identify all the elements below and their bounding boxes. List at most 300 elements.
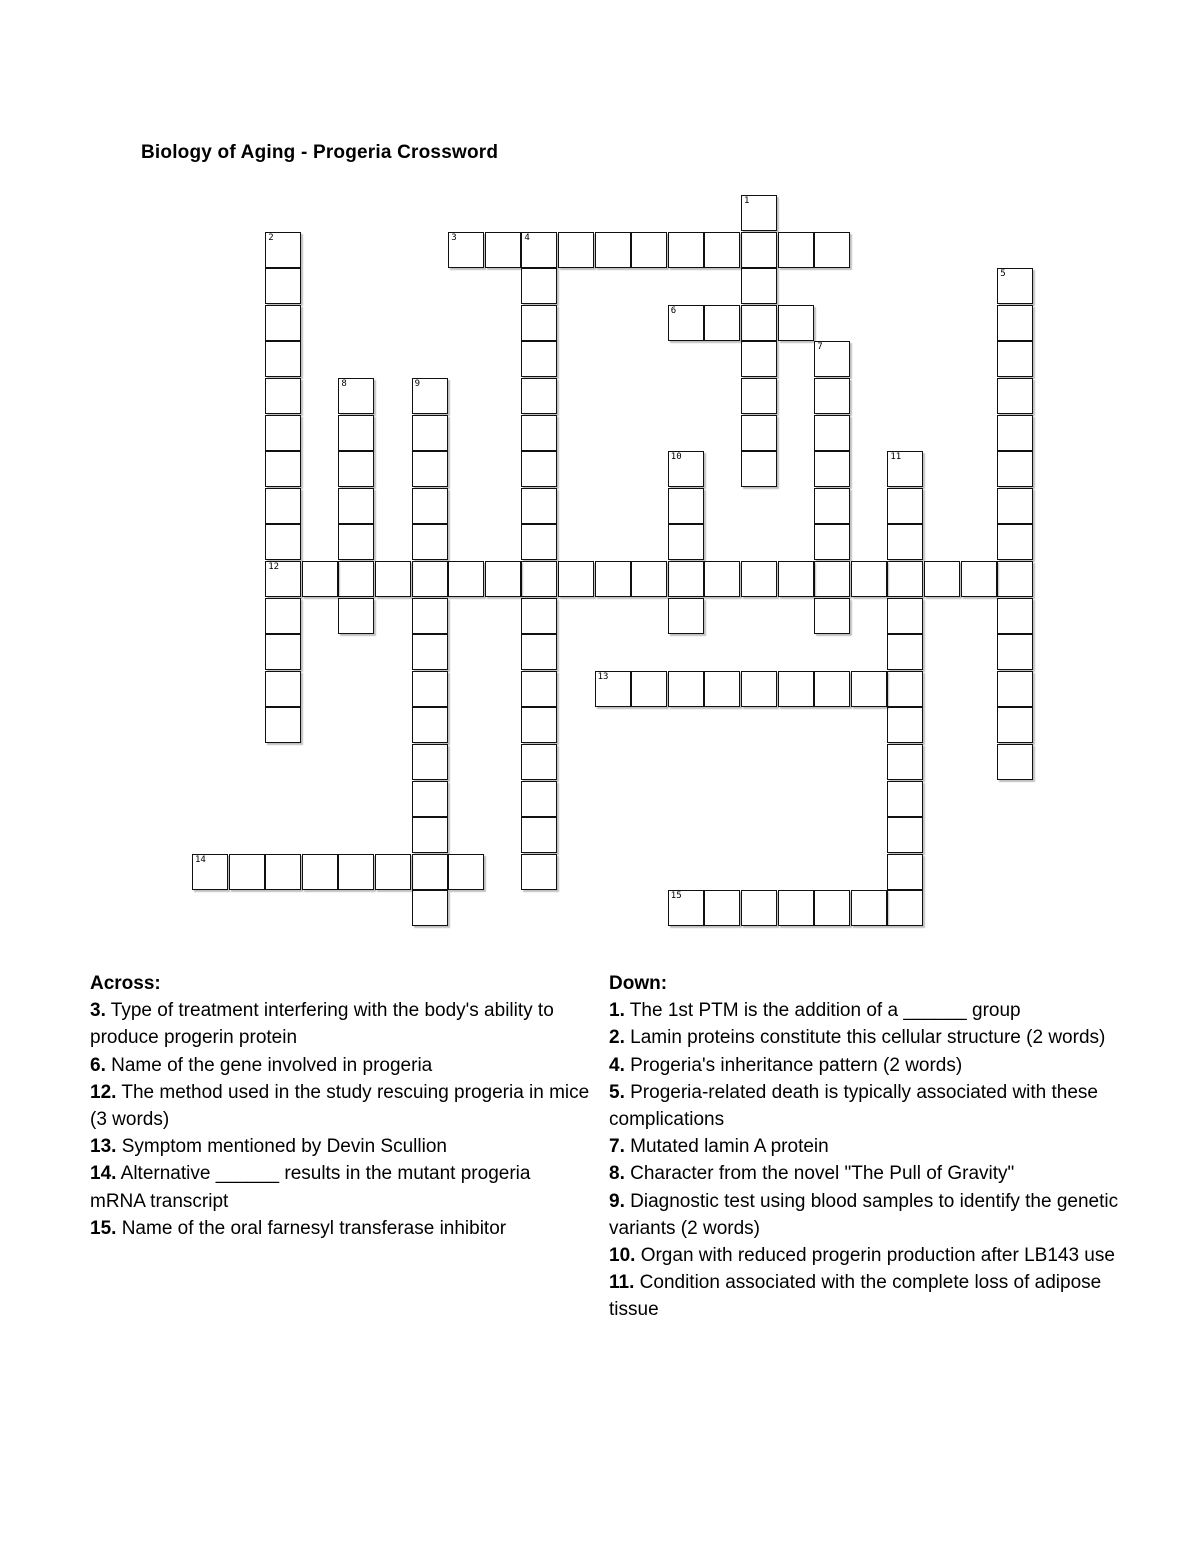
grid-cell[interactable] — [338, 524, 374, 560]
cell-input[interactable] — [852, 562, 886, 596]
grid-cell[interactable] — [668, 451, 704, 487]
cell-input[interactable] — [669, 562, 703, 596]
cell-input[interactable] — [888, 562, 922, 596]
grid-cell[interactable] — [375, 854, 411, 890]
cell-input[interactable] — [339, 452, 373, 486]
cell-input[interactable] — [888, 525, 922, 559]
grid-cell[interactable] — [961, 561, 997, 597]
cell-input[interactable] — [522, 233, 556, 267]
grid-cell[interactable] — [814, 890, 850, 926]
grid-cell[interactable] — [375, 561, 411, 597]
grid-cell[interactable] — [265, 415, 301, 451]
grid-cell[interactable] — [521, 854, 557, 890]
grid-cell[interactable] — [668, 890, 704, 926]
grid-cell[interactable] — [412, 524, 448, 560]
cell-input[interactable] — [522, 416, 556, 450]
cell-input[interactable] — [669, 452, 703, 486]
cell-input[interactable] — [998, 342, 1032, 376]
grid-cell[interactable] — [997, 268, 1033, 304]
grid-cell[interactable] — [412, 561, 448, 597]
grid-cell[interactable] — [887, 524, 923, 560]
cell-input[interactable] — [632, 562, 666, 596]
cell-input[interactable] — [266, 672, 300, 706]
grid-cell[interactable] — [997, 561, 1033, 597]
grid-cell[interactable] — [412, 378, 448, 414]
cell-input[interactable] — [742, 196, 776, 230]
grid-cell[interactable] — [741, 232, 777, 268]
grid-cell[interactable] — [851, 890, 887, 926]
cell-input[interactable] — [413, 416, 447, 450]
grid-cell[interactable] — [668, 524, 704, 560]
grid-cell[interactable] — [851, 561, 887, 597]
grid-cell[interactable] — [192, 854, 228, 890]
grid-cell[interactable] — [302, 854, 338, 890]
cell-input[interactable] — [962, 562, 996, 596]
cell-input[interactable] — [303, 562, 337, 596]
cell-input[interactable] — [266, 233, 300, 267]
grid-cell[interactable] — [814, 598, 850, 634]
cell-input[interactable] — [266, 708, 300, 742]
cell-input[interactable] — [669, 489, 703, 523]
grid-cell[interactable] — [595, 561, 631, 597]
cell-input[interactable] — [559, 562, 593, 596]
cell-input[interactable] — [266, 489, 300, 523]
grid-cell[interactable] — [521, 268, 557, 304]
cell-input[interactable] — [998, 562, 1032, 596]
cell-input[interactable] — [705, 672, 739, 706]
cell-input[interactable] — [522, 562, 556, 596]
cell-input[interactable] — [815, 233, 849, 267]
cell-input[interactable] — [998, 306, 1032, 340]
across-clue: 14. Alternative ______ results in the mutant progeria mRNA transcript — [90, 1163, 531, 1212]
cell-input[interactable] — [888, 672, 922, 706]
cell-input[interactable] — [522, 342, 556, 376]
grid-cell[interactable] — [741, 268, 777, 304]
grid-cell[interactable] — [412, 744, 448, 780]
cell-input[interactable] — [522, 745, 556, 779]
grid-cell[interactable] — [704, 305, 740, 341]
cell-input[interactable] — [596, 233, 630, 267]
cell-input[interactable] — [779, 306, 813, 340]
cell-input[interactable] — [779, 233, 813, 267]
cell-input[interactable] — [742, 452, 776, 486]
grid-cell[interactable] — [814, 561, 850, 597]
cell-input[interactable] — [705, 306, 739, 340]
grid-cell[interactable] — [887, 854, 923, 890]
grid-cell[interactable] — [887, 817, 923, 853]
cell-input[interactable] — [266, 452, 300, 486]
cell-input[interactable] — [779, 891, 813, 925]
cell-input[interactable] — [815, 525, 849, 559]
cell-input[interactable] — [266, 855, 300, 889]
grid-cell[interactable] — [448, 854, 484, 890]
down-heading: Down: — [609, 973, 668, 994]
cell-input[interactable] — [742, 233, 776, 267]
cell-input[interactable] — [339, 416, 373, 450]
cell-input[interactable] — [852, 891, 886, 925]
cell-input[interactable] — [413, 782, 447, 816]
cell-input[interactable] — [888, 599, 922, 633]
cell-input[interactable] — [669, 891, 703, 925]
grid-cell[interactable] — [741, 195, 777, 231]
grid-cell[interactable] — [997, 598, 1033, 634]
cell-input[interactable] — [705, 562, 739, 596]
cell-input[interactable] — [266, 635, 300, 669]
cell-input[interactable] — [888, 782, 922, 816]
grid-cell[interactable] — [631, 671, 667, 707]
cell-input[interactable] — [522, 452, 556, 486]
grid-cell[interactable] — [412, 707, 448, 743]
grid-cell[interactable] — [265, 524, 301, 560]
grid-cell[interactable] — [338, 854, 374, 890]
grid-cell[interactable] — [338, 561, 374, 597]
cell-input[interactable] — [888, 855, 922, 889]
cell-input[interactable] — [230, 855, 264, 889]
cell-input[interactable] — [596, 562, 630, 596]
cell-input[interactable] — [998, 452, 1032, 486]
cell-input[interactable] — [998, 708, 1032, 742]
cell-input[interactable] — [413, 525, 447, 559]
cell-input[interactable] — [413, 599, 447, 633]
cell-input[interactable] — [266, 342, 300, 376]
grid-cell[interactable] — [265, 451, 301, 487]
grid-cell[interactable] — [704, 232, 740, 268]
grid-cell[interactable] — [778, 232, 814, 268]
cell-input[interactable] — [815, 672, 849, 706]
cell-input[interactable] — [888, 818, 922, 852]
cell-input[interactable] — [632, 672, 666, 706]
cell-input[interactable] — [339, 855, 373, 889]
grid-cell[interactable] — [412, 634, 448, 670]
grid-cell[interactable] — [265, 634, 301, 670]
cell-input[interactable] — [266, 525, 300, 559]
grid-cell[interactable] — [814, 451, 850, 487]
grid-cell[interactable] — [741, 305, 777, 341]
cell-input[interactable] — [266, 269, 300, 303]
cell-input[interactable] — [413, 708, 447, 742]
grid-cell[interactable] — [997, 744, 1033, 780]
grid-cell[interactable] — [265, 268, 301, 304]
cell-input[interactable] — [888, 708, 922, 742]
cell-input[interactable] — [413, 489, 447, 523]
cell-input[interactable] — [522, 818, 556, 852]
grid-cell[interactable] — [668, 598, 704, 634]
grid-cell[interactable] — [997, 488, 1033, 524]
grid-cell[interactable] — [338, 378, 374, 414]
grid-cell[interactable] — [265, 305, 301, 341]
grid-cell[interactable] — [814, 341, 850, 377]
cell-input[interactable] — [266, 379, 300, 413]
cell-input[interactable] — [266, 562, 300, 596]
grid-cell[interactable] — [265, 671, 301, 707]
cell-input[interactable] — [449, 233, 483, 267]
cell-input[interactable] — [522, 525, 556, 559]
grid-cell[interactable] — [338, 415, 374, 451]
grid-cell[interactable] — [997, 378, 1033, 414]
cell-input[interactable] — [815, 452, 849, 486]
grid-cell[interactable] — [778, 305, 814, 341]
grid-cell[interactable] — [887, 561, 923, 597]
grid-cell[interactable] — [814, 232, 850, 268]
grid-cell[interactable] — [521, 232, 557, 268]
grid-cell[interactable] — [704, 561, 740, 597]
grid-cell[interactable] — [412, 781, 448, 817]
grid-cell[interactable] — [521, 415, 557, 451]
grid-cell[interactable] — [265, 378, 301, 414]
cell-input[interactable] — [339, 562, 373, 596]
grid-cell[interactable] — [521, 707, 557, 743]
cell-input[interactable] — [815, 891, 849, 925]
cell-input[interactable] — [779, 672, 813, 706]
cell-input[interactable] — [522, 708, 556, 742]
grid-cell[interactable] — [887, 707, 923, 743]
cell-input[interactable] — [522, 269, 556, 303]
grid-cell[interactable] — [521, 781, 557, 817]
cell-input[interactable] — [486, 562, 520, 596]
grid-cell[interactable] — [265, 598, 301, 634]
cell-input[interactable] — [669, 599, 703, 633]
grid-cell[interactable] — [887, 744, 923, 780]
cell-input[interactable] — [815, 489, 849, 523]
cell-input[interactable] — [815, 562, 849, 596]
grid-cell[interactable] — [448, 561, 484, 597]
cell-input[interactable] — [815, 599, 849, 633]
clue-number: 3 — [451, 232, 457, 243]
grid-cell[interactable] — [668, 561, 704, 597]
grid-cell[interactable] — [412, 817, 448, 853]
cell-input[interactable] — [522, 306, 556, 340]
grid-cell[interactable] — [265, 854, 301, 890]
cell-input[interactable] — [413, 562, 447, 596]
cell-input[interactable] — [413, 745, 447, 779]
grid-cell[interactable] — [229, 854, 265, 890]
grid-cell[interactable] — [997, 341, 1033, 377]
cell-input[interactable] — [339, 379, 373, 413]
cell-input[interactable] — [705, 891, 739, 925]
cell-input[interactable] — [449, 562, 483, 596]
cell-input[interactable] — [998, 672, 1032, 706]
grid-cell[interactable] — [887, 890, 923, 926]
grid-cell[interactable] — [521, 598, 557, 634]
grid-cell[interactable] — [668, 305, 704, 341]
cell-input[interactable] — [522, 599, 556, 633]
cell-input[interactable] — [266, 306, 300, 340]
cell-input[interactable] — [779, 562, 813, 596]
cell-input[interactable] — [632, 233, 666, 267]
grid-cell[interactable] — [302, 561, 338, 597]
grid-cell[interactable] — [521, 744, 557, 780]
cell-input[interactable] — [742, 672, 776, 706]
cell-input[interactable] — [888, 635, 922, 669]
grid-cell[interactable] — [521, 561, 557, 597]
grid-cell[interactable] — [778, 671, 814, 707]
grid-cell[interactable] — [741, 378, 777, 414]
cell-input[interactable] — [998, 525, 1032, 559]
grid-cell[interactable] — [412, 890, 448, 926]
cell-input[interactable] — [998, 379, 1032, 413]
clue-number: 6 — [670, 305, 677, 316]
cell-input[interactable] — [669, 525, 703, 559]
grid-cell[interactable] — [265, 341, 301, 377]
cell-input[interactable] — [559, 233, 593, 267]
cell-input[interactable] — [998, 635, 1032, 669]
grid-cell[interactable] — [412, 854, 448, 890]
cell-input[interactable] — [998, 599, 1032, 633]
grid-cell[interactable] — [887, 451, 923, 487]
grid-cell[interactable] — [741, 415, 777, 451]
cell-input[interactable] — [998, 416, 1032, 450]
grid-cell[interactable] — [668, 488, 704, 524]
cell-input[interactable] — [522, 379, 556, 413]
grid-cell[interactable] — [887, 781, 923, 817]
cell-input[interactable] — [852, 672, 886, 706]
grid-cell[interactable] — [558, 232, 594, 268]
cell-input[interactable] — [998, 489, 1032, 523]
cell-input[interactable] — [266, 599, 300, 633]
grid-cell[interactable] — [741, 671, 777, 707]
grid-cell[interactable] — [265, 707, 301, 743]
grid-cell[interactable] — [814, 524, 850, 560]
cell-input[interactable] — [413, 379, 447, 413]
grid-cell[interactable] — [997, 671, 1033, 707]
grid-cell[interactable] — [741, 561, 777, 597]
cell-input[interactable] — [413, 452, 447, 486]
cell-input[interactable] — [815, 379, 849, 413]
grid-cell[interactable] — [521, 451, 557, 487]
cell-input[interactable] — [888, 745, 922, 779]
cell-input[interactable] — [339, 525, 373, 559]
cell-input[interactable] — [413, 818, 447, 852]
cell-input[interactable] — [888, 891, 922, 925]
grid-cell[interactable] — [887, 671, 923, 707]
grid-cell[interactable] — [265, 488, 301, 524]
grid-cell[interactable] — [412, 415, 448, 451]
cell-input[interactable] — [925, 562, 959, 596]
grid-cell[interactable] — [521, 341, 557, 377]
grid-cell[interactable] — [521, 305, 557, 341]
grid-cell[interactable] — [814, 671, 850, 707]
cell-input[interactable] — [742, 306, 776, 340]
cell-input[interactable] — [449, 855, 483, 889]
cell-input[interactable] — [669, 306, 703, 340]
cell-input[interactable] — [522, 635, 556, 669]
grid-cell[interactable] — [338, 451, 374, 487]
cell-input[interactable] — [376, 562, 410, 596]
grid-cell[interactable] — [412, 451, 448, 487]
grid-cell[interactable] — [485, 232, 521, 268]
grid-cell[interactable] — [778, 890, 814, 926]
cell-input[interactable] — [413, 672, 447, 706]
grid-cell[interactable] — [521, 817, 557, 853]
grid-cell[interactable] — [521, 524, 557, 560]
cell-input[interactable] — [815, 342, 849, 376]
grid-cell[interactable] — [338, 488, 374, 524]
cell-input[interactable] — [522, 489, 556, 523]
cell-input[interactable] — [742, 269, 776, 303]
grid-cell[interactable] — [851, 671, 887, 707]
grid-cell[interactable] — [814, 378, 850, 414]
grid-cell[interactable] — [412, 488, 448, 524]
grid-cell[interactable] — [887, 488, 923, 524]
grid-cell[interactable] — [778, 561, 814, 597]
grid-cell[interactable] — [704, 671, 740, 707]
cell-input[interactable] — [669, 233, 703, 267]
grid-cell[interactable] — [595, 671, 631, 707]
grid-cell[interactable] — [741, 451, 777, 487]
cell-input[interactable] — [742, 562, 776, 596]
cell-input[interactable] — [303, 855, 337, 889]
cell-input[interactable] — [413, 891, 447, 925]
grid-cell[interactable] — [887, 598, 923, 634]
grid-cell[interactable] — [668, 232, 704, 268]
cell-input[interactable] — [522, 855, 556, 889]
grid-cell[interactable] — [704, 890, 740, 926]
grid-cell[interactable] — [412, 671, 448, 707]
cell-input[interactable] — [339, 599, 373, 633]
grid-cell[interactable] — [814, 415, 850, 451]
grid-cell[interactable] — [412, 598, 448, 634]
cell-input[interactable] — [998, 269, 1032, 303]
grid-cell[interactable] — [631, 561, 667, 597]
cell-input[interactable] — [669, 672, 703, 706]
grid-cell[interactable] — [924, 561, 960, 597]
cell-input[interactable] — [742, 416, 776, 450]
grid-cell[interactable] — [448, 232, 484, 268]
grid-cell[interactable] — [814, 488, 850, 524]
grid-cell[interactable] — [265, 561, 301, 597]
cell-input[interactable] — [742, 342, 776, 376]
cell-input[interactable] — [888, 452, 922, 486]
cell-input[interactable] — [522, 672, 556, 706]
grid-cell[interactable] — [521, 634, 557, 670]
cell-input[interactable] — [486, 233, 520, 267]
grid-cell[interactable] — [741, 341, 777, 377]
grid-cell[interactable] — [997, 415, 1033, 451]
grid-cell[interactable] — [997, 707, 1033, 743]
cell-input[interactable] — [998, 745, 1032, 779]
grid-cell[interactable] — [338, 598, 374, 634]
grid-cell[interactable] — [997, 451, 1033, 487]
cell-input[interactable] — [742, 379, 776, 413]
cell-input[interactable] — [413, 855, 447, 889]
grid-cell[interactable] — [521, 488, 557, 524]
grid-cell[interactable] — [668, 671, 704, 707]
grid-cell[interactable] — [521, 671, 557, 707]
grid-cell[interactable] — [741, 890, 777, 926]
cell-input[interactable] — [888, 489, 922, 523]
cell-input[interactable] — [522, 782, 556, 816]
grid-cell[interactable] — [997, 305, 1033, 341]
cell-input[interactable] — [705, 233, 739, 267]
cell-input[interactable] — [596, 672, 630, 706]
grid-cell[interactable] — [485, 561, 521, 597]
cell-input[interactable] — [193, 855, 227, 889]
cell-input[interactable] — [376, 855, 410, 889]
grid-cell[interactable] — [997, 634, 1033, 670]
grid-cell[interactable] — [521, 378, 557, 414]
cell-input[interactable] — [413, 635, 447, 669]
grid-cell[interactable] — [631, 232, 667, 268]
cell-input[interactable] — [742, 891, 776, 925]
grid-cell[interactable] — [997, 524, 1033, 560]
cell-input[interactable] — [266, 416, 300, 450]
grid-cell[interactable] — [595, 232, 631, 268]
cell-input[interactable] — [339, 489, 373, 523]
grid-cell[interactable] — [558, 561, 594, 597]
cell-input[interactable] — [815, 416, 849, 450]
grid-cell[interactable] — [887, 634, 923, 670]
grid-cell[interactable] — [265, 232, 301, 268]
